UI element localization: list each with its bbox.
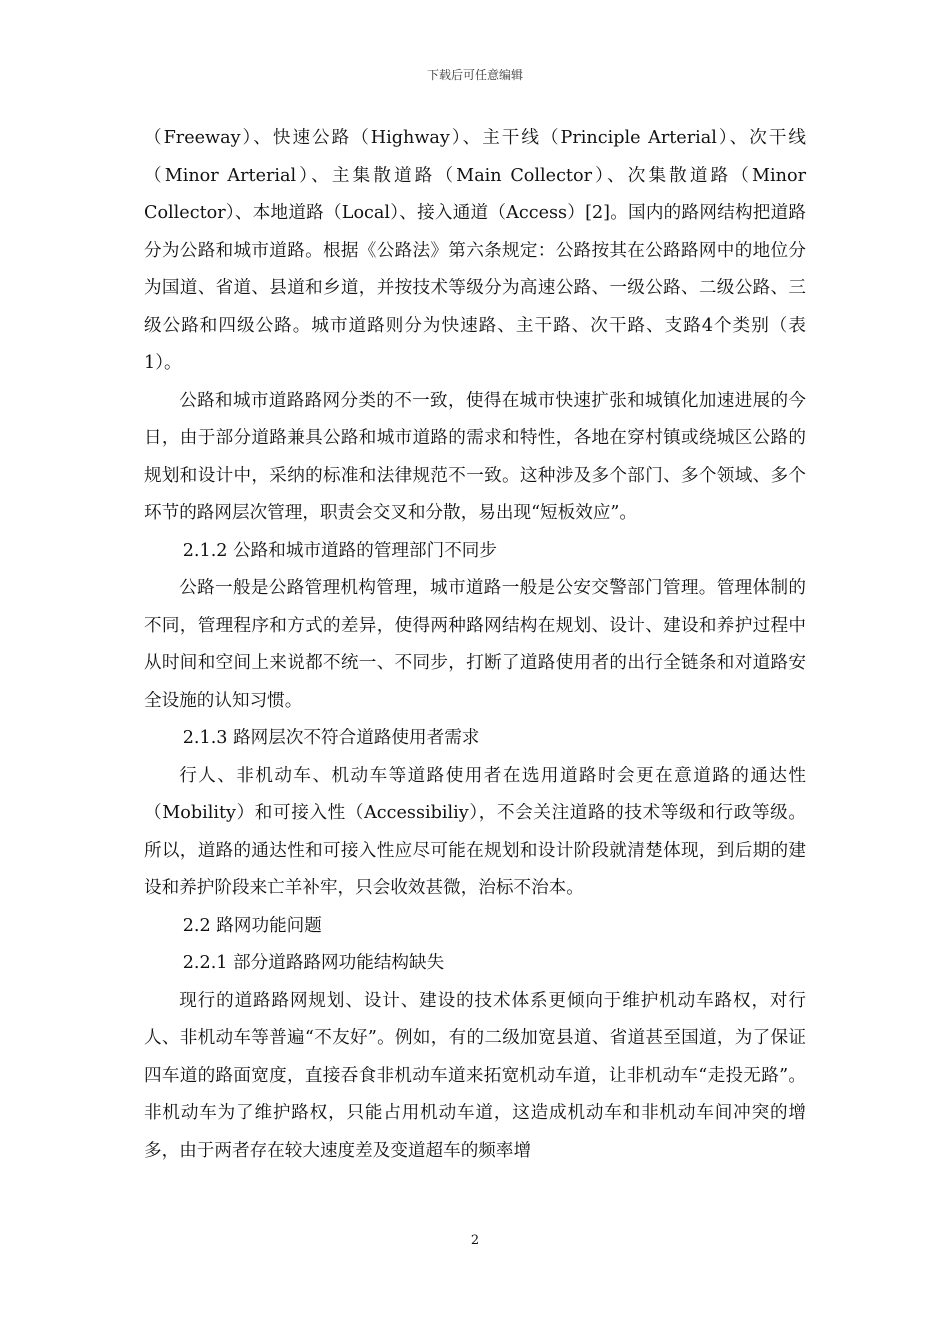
paragraph-function-structure-missing: 现行的道路路网规划、设计、建设的技术体系更倾向于维护机动车路权，对行人、非机动车等普遍“不友好”。例如，有的二级加宽县道、省道甚至国道，为了保证四车道的路面宽度，直接吞食非机动车道来拓宽机动车道，让非机动车“走投无路”。非机动车为了维护路权，只能占用机动车道，这造成机动车和非机动车间冲突的增多，由于两者存在较大速度差及变道超车的频率增 — [144, 990, 806, 1161]
paragraph-road-user-needs: 行人、非机动车、机动车等道路使用者在选用道路时会更在意道路的通达性（Mobility）和可接入性（Accessibiliy），不会关注道路的技术等级和行政等级。所以，道路的通达性和可接入性应尽可能在规划和设计阶段就清楚体现，到后期的建设和养护阶段来亡羊补牢，只会收效甚微，治标不治本。 — [144, 765, 806, 898]
paragraph-classification-inconsistency: 公路和城市道路路网分类的不一致，使得在城市快速扩张和城镇化加速进展的今日，由于部分道路兼具公路和城市道路的需求和特性，各地在穿村镇或绕城区公路的规划和设计中，采纳的标准和法律规范不一致。这种涉及多个部门、多个领域、多个环节的路网层次管理，职责会交叉和分散，易出现“短板效应”。 — [144, 390, 806, 523]
section-heading-2-1-2: 2.1.2 公路和城市道路的管理部门不同步 — [182, 540, 497, 561]
page-number: 2 — [470, 1233, 480, 1248]
document-body — [144, 120, 806, 1170]
paragraph-management-departments: 公路一般是公路管理机构管理，城市道路一般是公安交警部门管理。管理体制的不同，管理程序和方式的差异，使得两种路网结构在规划、设计、建设和养护过程中从时间和空间上来说都不统一、不同步，打断了道路使用者的出行全链条和对道路安全设施的认知习惯。 — [144, 578, 806, 711]
section-heading-2-1-3: 2.1.3 路网层次不符合道路使用者需求 — [182, 728, 480, 748]
section-heading-2-2: 2.2 路网功能问题 — [182, 915, 322, 936]
page-header: 下载后可任意编辑 — [426, 68, 523, 82]
paragraph-road-classification: （Freeway）、快速公路（Highway）、主干线（Principle Arterial）、次干线（Minor Arterial）、主集散道路（Main Collector）、次集散道路（Minor Collector）、本地道路（Local）、接入通道（Access）[2]。国内的路网结构把道路分为公路和城市道路。根据《公路法》第六条规定：公路按其在公路路网中的地位分为国道、省道、县道和乡道，并按技术等级分为高速公路、一级公路、二级公路、三级公路和四级公路。城市道路则分为快速路、主干路、次干路、支路4个类别（表1）。 — [144, 128, 806, 373]
section-heading-2-2-1: 2.2.1 部分道路路网功能结构缺失 — [182, 953, 445, 973]
